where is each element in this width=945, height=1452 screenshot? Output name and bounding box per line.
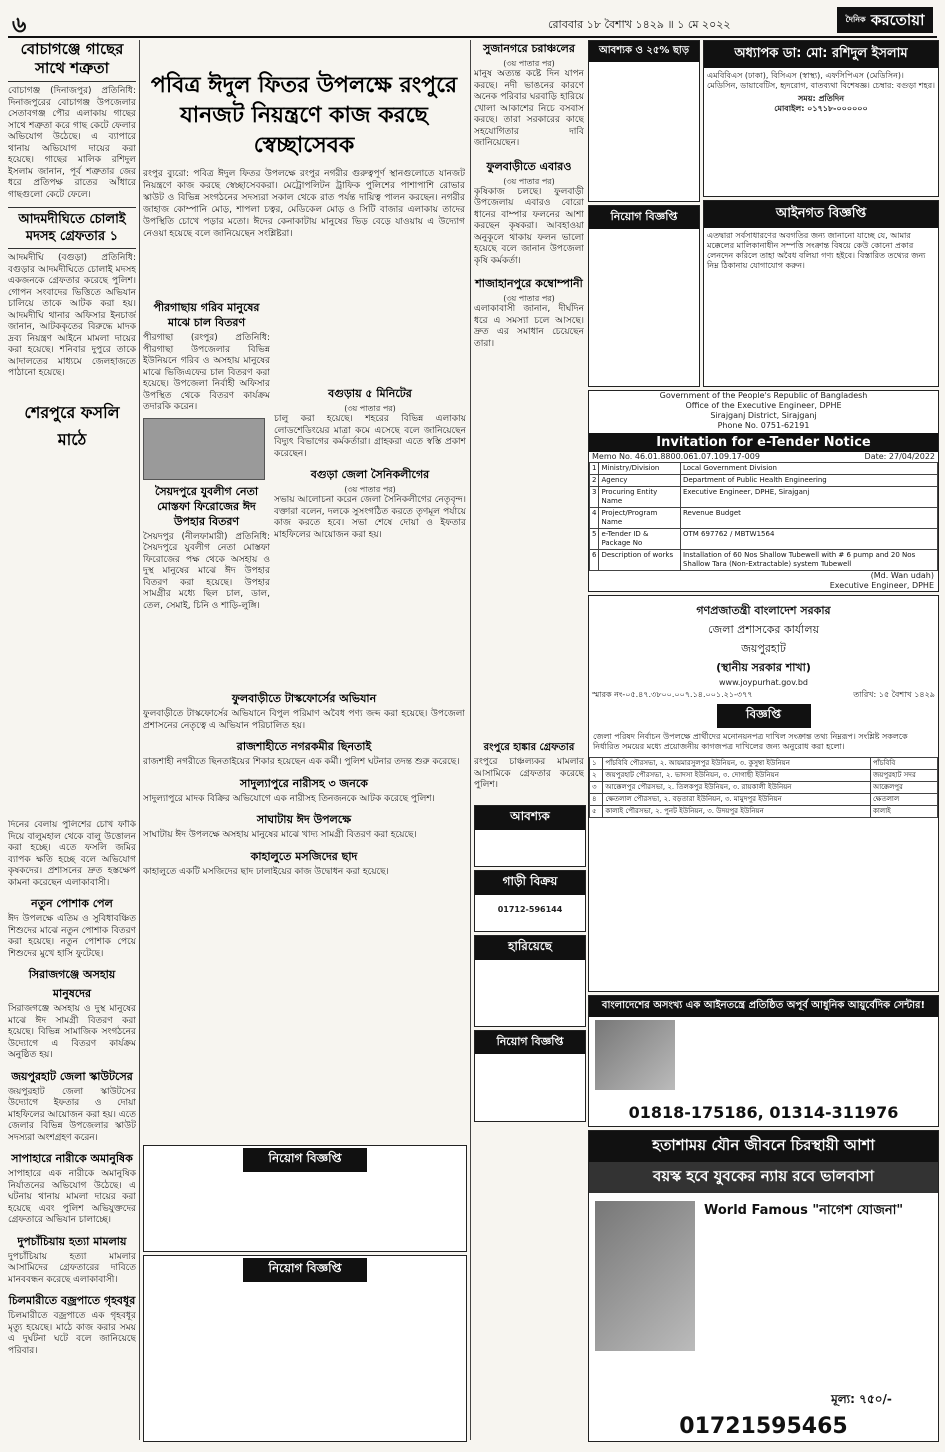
table-cell: OTM 697762 / MBTW1564 — [680, 529, 937, 550]
notice-place: জয়পুরহাট — [741, 642, 786, 655]
lead-headline: পবিত্র ঈদুল ফিতর উপলক্ষে রংপুরে যানজট নিয়ন্ত্রণে কাজ করছে স্বেচ্ছাসেবক — [150, 72, 458, 158]
notice-office: জেলা প্রশাসকের কার্যালয় — [707, 623, 820, 636]
table-cell: আক্কেলপুর — [870, 782, 937, 794]
table-cell: 4 — [590, 508, 599, 529]
column-divider — [139, 40, 140, 1440]
article-heading: বোচাগঞ্জে গাছের সাথে শত্রুতা — [8, 40, 136, 82]
ad-title: নিয়োগ বিজ্ঞপ্তি — [243, 1258, 367, 1282]
column-2 — [143, 300, 270, 680]
column-4 — [474, 40, 584, 800]
article-heading: সিরাজগঞ্জে অসহায় মানুষদের — [28, 968, 116, 1000]
legal-notice — [703, 200, 939, 387]
article-body: সাঘাটায় ঈদ উপলক্ষে অসহায় মানুষের মাঝে খাদ্য সামগ্রী বিতরণ করা হয়েছে। — [143, 830, 417, 840]
tender-date: Date: 27/04/2022 — [864, 452, 935, 461]
article-body: বোচাগঞ্জ (দিনাজপুর) প্রতিনিধি: দিনাজপুরের বোচাগঞ্জ উপজেলার সেতাবগঞ্জ পৌর এলাকায় গাছের সাথে শত্রুতা করে গাছ কেটে ফেলার অভিযোগ উঠেছে। এ ব্যাপারে থানায় অভিযোগ দায়ের করা হয়েছে। গাছের মালিক রশিদুল ইসলাম জানান, পূর্ব শত্রুতার জের ধরে প্রতিপক্ষ রাতের আঁধারে গাছগুলো কেটে ফেলে। — [8, 86, 136, 200]
doctor-ad — [703, 40, 939, 197]
gari-ad — [474, 870, 586, 932]
continued-label: (৩য় পাতার পর) — [344, 485, 396, 494]
table-cell: Agency — [599, 475, 681, 487]
ad-title: নিয়োগ বিজ্ঞপ্তি — [243, 1148, 367, 1172]
article-heading: নতুন পোশাক পেল — [31, 897, 113, 910]
recruitment-ad — [143, 1255, 467, 1442]
page-number: ৬ — [12, 12, 27, 38]
table-cell: ক্ষেতলাল — [870, 794, 937, 806]
table-cell: 3 — [590, 487, 599, 508]
table-cell: জয়পুরহাট সদর — [870, 770, 937, 782]
article-body: সৈয়দপুর (নীলফামারী) প্রতিনিধি: সৈয়দপুরে যুবলীগ নেতা মোস্তফা ফিরোজের পক্ষ থেকে অসহায় ও দুস্থ মানুষের মাঝে ঈদ উপহার বিতরণ করা হয়েছে। উপহার সামগ্রীর মধ্যে ছিল চাল, ডাল, তেল, সেমাই, চিনি ও শাড়ি-লুঙ্গি। — [143, 531, 270, 611]
continued-label: (৩য় পাতার পর) — [503, 176, 555, 186]
column-1-lower — [8, 820, 136, 1440]
notice-web: www.joypurhat.gov.bd — [718, 678, 809, 687]
ad-title: হতাশাময় যৌন জীবনে চিরস্থায়ী আশা — [589, 1131, 938, 1162]
article-body: চালু করা হয়েছে। শহরের বিভিন্ন এলাকায় লোডশেডিংয়ের মাত্রা কমে এসেছে বলে জানিয়েছেন বিদ্যুৎ বিভাগের কর্মকর্তারা। গ্রাহকরা এতে স্বস্তি প্রকাশ করেছেন। — [274, 414, 466, 459]
table-cell: Executive Engineer, DPHE, Sirajganj — [680, 487, 937, 508]
masthead-small: দৈনিক — [845, 15, 866, 24]
article-body: ঈদ উপলক্ষে এতিম ও সুবিধাবঞ্চিত শিশুদের মাঝে নতুন পোশাক বিতরণ করা হয়েছে। নতুন পোশাক পেয়ে শিশুদের মুখে হাসি ফুটেছে। — [8, 914, 136, 959]
ad-photo — [595, 1201, 695, 1351]
article-body: দুপচাঁচিয়ায় হত্যা মামলার আসামিদের গ্রেফতারের দাবিতে মানববন্ধন করেছে এলাকাবাসী। — [8, 1251, 136, 1285]
notice-title: বিজ্ঞপ্তি — [717, 704, 811, 728]
health-ad — [588, 1130, 939, 1442]
ad-price: মূল্য: ৭৫০/- — [831, 1392, 892, 1406]
article-heading: পীরগাছায় গরিব মানুষের মাঝে চাল বিতরণ — [153, 301, 260, 329]
notice-meta — [589, 688, 938, 702]
ad-title: আইনগত বিজ্ঞপ্তি — [704, 201, 938, 228]
table-cell: Local Government Division — [680, 463, 937, 475]
tender-office: Office of the Executive Engineer, DPHE — [685, 401, 842, 410]
ad-title: আবশ্যক — [475, 806, 585, 830]
tender-row — [590, 529, 938, 550]
table-cell: জয়পুরহাট পৌরসভা, ২. ভাদসা ইউনিয়ন, ৩. দোগাছী ইউনিয়ন — [603, 770, 871, 782]
table-cell: পাঁচবিবি — [870, 758, 937, 770]
article-body: সভায় আলোচনা করেন জেলা সৈনিকলীগের নেতৃবৃন্দ। বক্তারা বলেন, দলকে সুসংগঠিত করতে তৃণমূল পর্যায়ে কাজ করতে হবে। সভা শেষে দোয়া ও ইফতার মাহফিলের আয়োজন করা হয়। — [274, 495, 466, 540]
ad-phone: 01818-175186, 01314-311976 — [628, 1103, 899, 1122]
ad-title: হারিয়েছে — [475, 936, 585, 960]
page-header — [8, 6, 937, 38]
notice-row — [590, 806, 938, 818]
table-cell: আক্কেলপুর পৌরসভা, ২. তিলকপুর ইউনিয়ন, ৩. রায়কালী ইউনিয়ন — [603, 782, 871, 794]
ad-subtitle: বয়স্ক হবে যুবকের ন্যায় রবে ভালবাসা — [589, 1162, 938, 1193]
ad-photo — [595, 1020, 675, 1090]
ad-phone: মোবাইল: ০১৭১৮-০০০০০০ — [774, 104, 868, 113]
article-heading: শাজাহানপুরে কম্বোম্পানী — [475, 277, 583, 290]
stipend-ad — [588, 40, 700, 202]
tender-table — [589, 462, 938, 571]
table-cell: Description of works — [599, 550, 681, 571]
article-heading: জয়পুরহাট জেলা স্কাউটসের — [11, 1069, 133, 1083]
article-body: সিরাজগঞ্জে অসহায় ও দুস্থ মানুষের মাঝে ঈদ সামগ্রী বিতরণ করা হয়েছে। বিভিন্ন সামাজিক সংগঠনের উদ্যোগে এ বিতরণ কার্যক্রম অনুষ্ঠিত হয়। — [8, 1004, 136, 1060]
abashyak-ad — [474, 805, 586, 867]
article-body: আদমদীঘি (বগুড়া) প্রতিনিধি: বগুড়ার আদমদীঘিতে চোলাই মদসহ একজনকে গ্রেফতার করেছে পুলিশ। গোপন সংবাদের ভিত্তিতে অভিযান চালিয়ে তাকে আটক করা হয়। আদমদীঘি থানার অফিসার ইনচার্জ জানান, আটককৃতের বিরুদ্ধে মাদক দ্রব্য নিয়ন্ত্রণ আইনে মামলা দায়ের করা হয়েছে। শনিবার দুপুরে তাকে আদালতের মাধ্যমে জেলহাজতে পাঠানো হয়েছে। — [8, 253, 136, 378]
ad-title: নিয়োগ বিজ্ঞপ্তি — [475, 1031, 585, 1054]
article-body: ফুলবাড়ীতে টাস্কফোর্সের অভিযানে বিপুল পরিমাণ অবৈধ পণ্য জব্দ করা হয়েছে। উপজেলা প্রশাসনের নেতৃত্বে এ অভিযান পরিচালিত হয়। — [143, 709, 465, 731]
notice-table — [589, 757, 938, 818]
ad-title: বাংলাদেশের অসংখ্য এক আইনতন্ত্রে প্রতিষ্ঠিত অপূর্ব আধুনিক আয়ুর্বেদিক সেন্টার! — [589, 996, 938, 1017]
column-divider — [470, 40, 471, 1440]
table-cell: ১ — [590, 758, 603, 770]
table-cell: ক্ষেতলাল পৌরসভা, ২. বড়তারা ইউনিয়ন, ৩. মামুদপুর ইউনিয়ন — [603, 794, 871, 806]
header-date: রোববার ১৮ বৈশাখ ১৪২৯ ॥ ১ মে ২০২২ — [548, 18, 731, 31]
article-body: রাজশাহী নগরীতে ছিনতাইয়ের শিকার হয়েছেন এক কর্মী। পুলিশ ঘটনার তদন্ত শুরু করেছে। — [143, 757, 460, 767]
recruitment-ad — [143, 1145, 467, 1252]
article-body: কাহালুতে একটি মসজিদের ছাদ ঢালাইয়ের কাজ উদ্বোধন করা হয়েছে। — [143, 866, 389, 877]
notice-row — [590, 758, 938, 770]
masthead — [837, 7, 933, 33]
news-photo — [143, 418, 265, 480]
article-body: মানুষ অত্যন্ত কষ্টে দিন যাপন করছে। নদী ভাঙনের কারণে অনেক পরিবার ঘরবাড়ি হারিয়ে খোলা আকাশের নিচে বসবাস করছে। তারা সরকারের কাছে সহযোগিতার দাবি জানিয়েছেন। — [474, 69, 584, 148]
article-heading: ফুলবাড়ীতে টাস্কফোর্সের অভিযান — [231, 692, 377, 705]
article-body: কৃষিকাজ চলছে। ফুলবাড়ী উপজেলায় এবারও বোরো ধানের বাম্পার ফলনের আশা করছেন কৃষকরা। আবহাওয়া অনুকূলে থাকায় ফলন ভালো হয়েছে বলে জানান উপজেলা কৃষি কর্মকর্তা। — [474, 186, 584, 266]
lead-body: রংপুর ব্যুরো: পবিত্র ঈদুল ফিতর উপলক্ষে রংপুর নগরীর গুরুত্বপূর্ণ স্থানগুলোতে যানজট নিয়ন্ত্রণে কাজ করছে স্বেচ্ছাসেবকরা। মেট্রোপলিটন ট্রাফিক পুলিশের পাশাপাশি রোভার স্কাউট ও বিভিন্ন সংগঠনের সদস্যরা সকাল থেকে রাত পর্যন্ত দায়িত্ব পালন করছেন। নগরীর জাহাজ কোম্পানি মোড়, শাপলা চত্বর, মেডিকেল মোড় ও সিটি বাজার এলাকায় তাদের উপস্থিতি চোখে পড়ার মতো। ঈদের কেনাকাটায় মানুষের ভিড় বেড়ে যাওয়ায় এ উদ্যোগ নেওয়া হয়েছে বলে জানিয়েছেন সংশ্লিষ্টরা। — [143, 169, 465, 239]
tender-row — [590, 463, 938, 475]
tender-memo: Memo No. 46.01.8800.061.07.109.17-009 — [592, 452, 760, 461]
continued-label: (৩য় পাতার পর) — [503, 294, 555, 303]
article-heading: কাহালুতে মসজিদের ছাদ — [250, 849, 358, 863]
table-cell: Procuring Entity Name — [599, 487, 681, 508]
article-body: দিনের বেলায় পুলিশের চোখ ফাঁকি দিয়ে বালুমহাল থেকে বালু উত্তোলন করা হচ্ছে। এতে ফসলি জমির ব্যাপক ক্ষতি হচ্ছে বলে অভিযোগ কৃষকদের। প্রশাসনের দ্রুত হস্তক্ষেপ কামনা করেছেন এলাকাবাসী। — [8, 820, 136, 888]
ad-phone: 01721595465 — [679, 1414, 848, 1439]
table-cell: 2 — [590, 475, 599, 487]
tender-notice — [588, 390, 939, 592]
article-body: সাপাহারে এক নারীকে অমানুষিক নির্যাতনের অভিযোগ উঠেছে। এ ঘটনায় থানায় মামলা দায়ের করা হয়েছে এবং পুলিশ অভিযুক্তদের গ্রেফতারে অভিযান চালাচ্ছে। — [8, 1169, 136, 1225]
tender-row — [590, 508, 938, 529]
table-cell: কালাই — [870, 806, 937, 818]
article-body: চিলমারীতে বজ্রপাতে এক গৃহবধূর মৃত্যু হয়েছে। মাঠে কাজ করার সময় এ দুর্ঘটনা ঘটে বলে জানিয়েছে পরিবার। — [8, 1311, 136, 1356]
article-body: এলাকাবাসী জানান, দীর্ঘদিন ধরে এ সমস্যা চলে আসছে। দ্রুত এর সমাধান চেয়েছেন তারা। — [474, 304, 584, 349]
ad-title: আবশ্যক ও ২৫% ছাড় — [589, 41, 699, 62]
ad-title: গাড়ী বিক্রয় — [475, 871, 585, 895]
tender-gov: Government of the People's Republic of Bangladesh — [659, 391, 868, 400]
rangpur-story — [474, 740, 584, 800]
article-heading: রাজশাহীতে নগরকমীর ছিনতাই — [236, 740, 372, 753]
article-heading: চিলমারীতে বজ্রপাতে গৃহবধূর — [8, 1294, 136, 1307]
notice-memo: স্মারক নং-০৫.৪৭.৩৮০০.০০৭.১৪.০০১.২১-৩৭৭ — [592, 690, 753, 699]
masthead-title: করতোয়া — [870, 11, 925, 29]
recruitment-ad — [474, 1030, 586, 1122]
article-heading: সাপাহারে নারীকে অমানুষিক — [11, 1152, 133, 1165]
table-cell: Installation of 60 Nos Shallow Tubewell with # 6 pump and 20 Nos Shallow Tara (Non-Extractable) system Tubewell — [680, 550, 937, 571]
table-cell: e-Tender ID & Package No — [599, 529, 681, 550]
table-cell: Ministry/Division — [599, 463, 681, 475]
clinic-ad — [588, 995, 939, 1127]
ad-time: সময়: প্রতিদিন — [798, 94, 844, 103]
tender-signer: (Md. Wan udah) — [870, 571, 934, 580]
notice-row — [590, 770, 938, 782]
article-heading: সাঘাটায় ঈদ উপলক্ষে — [256, 813, 352, 826]
table-cell: 5 — [590, 529, 599, 550]
article-heading: বগুড়ায় ৫ মিনিটের — [328, 387, 412, 400]
tender-title: Invitation for e-Tender Notice — [589, 433, 938, 452]
ad-phone: 01712-596144 — [497, 905, 563, 914]
article-body: জয়পুরহাট জেলা স্কাউটসের উদ্যোগে ইফতার ও দোয়া মাহফিলের আয়োজন করা হয়। এতে জেলার বিভিন্ন উপজেলার স্কাউট সদস্যরা অংশগ্রহণ করেন। — [8, 1086, 136, 1143]
hariyeche-ad — [474, 935, 586, 1027]
article-heading: দুপচাঁচিয়ায় হত্যা মামলায় — [17, 1234, 127, 1248]
column-3 — [274, 385, 466, 685]
notice-row — [590, 782, 938, 794]
table-cell: পাঁচবিবি পৌরসভা, ২. আয়মারসুলপুর ইউনিয়ন, ৩. কুসুম্বা ইউনিয়ন — [603, 758, 871, 770]
notice-date: তারিখ: ১৫ বৈশাখ ১৪২৯ — [853, 690, 935, 699]
ad-title: অধ্যাপক ডা: মো: রশিদুল ইসলাম — [704, 41, 938, 68]
table-cell: 1 — [590, 463, 599, 475]
article-heading: সুজানগরে চরাঞ্চলের — [483, 42, 575, 55]
article-heading: ফুলবাড়ীতে এবারও — [486, 159, 572, 173]
article-body: পীরগাছা (রংপুর) প্রতিনিধি: পীরগাছা উপজেলার বিভিন্ন ইউনিয়নে গরিব ও অসহায় মানুষের মাঝে ভিজিএফের চাল বিতরণ করা হয়েছে। উপজেলা নির্বাহী অফিসার উপস্থিত থেকে বিতরণ কার্যক্রম তদারকি করেন। — [143, 333, 270, 412]
article-body: রংপুরে চাঞ্চল্যকর মামলার আসামিকে গ্রেফতার করেছে পুলিশ। — [474, 757, 584, 790]
article-heading: আদমদীঘিতে চোলাই মদসহ গ্রেফতার ১ — [8, 207, 136, 249]
ad-headline: World Famous "নাগেশ যোজনা" — [704, 1203, 904, 1218]
table-cell: Department of Public Health Engineering — [680, 475, 937, 487]
table-cell: Project/Program Name — [599, 508, 681, 529]
article-body: সাদুল্যাপুরে মাদক বিক্রির অভিযোগে এক নারীসহ তিনজনকে আটক করেছে পুলিশ। — [143, 793, 435, 804]
tender-row — [590, 550, 938, 571]
lower-stories — [143, 690, 465, 1140]
article-heading: শেরপুরে ফসলি মাঠে — [24, 402, 120, 449]
tender-row — [590, 475, 938, 487]
tender-district: Sirajganj District, Sirajganj — [710, 411, 817, 420]
recruitment-ad — [588, 205, 700, 387]
table-cell: ৩ — [590, 782, 603, 794]
tender-meta — [589, 452, 938, 462]
table-cell: কালাই পৌরসভা, ২. পুনট ইউনিয়ন, ৩. উদয়পুর ইউনিয়ন — [603, 806, 871, 818]
notice-body: জেলা পরিষদ নির্বাচন উপলক্ষে প্রার্থীদের মনোনয়নপত্র দাখিল সংক্রান্ত তথ্য নিম্নরূপ। সংশ্লিষ্ট সকলকে নির্ধারিত সময়ের মধ্যে প্রয়োজনীয় কাগজপত্র দাখিলের জন্য অনুরোধ করা হলো। — [593, 732, 908, 751]
table-cell: ৫ — [590, 806, 603, 818]
notice-gov: গণপ্রজাতন্ত্রী বাংলাদেশ সরকার — [696, 604, 831, 617]
article-heading: রংপুরে হাঙ্কার গ্রেফতার — [483, 742, 575, 753]
table-cell: Revenue Budget — [680, 508, 937, 529]
continued-label: (৩য় পাতার পর) — [344, 404, 396, 413]
ad-title: নিয়োগ বিজ্ঞপ্তি — [589, 206, 699, 229]
tender-phone: Phone No. 0751-62191 — [717, 421, 810, 430]
tender-row — [590, 487, 938, 508]
notice-row — [590, 794, 938, 806]
ad-body: এতদ্বারা সর্বসাধারণের অবগতির জন্য জানানো যাচ্ছে যে, আমার মক্কেলের মালিকানাধীন সম্পত্তি সংক্রান্ত বিষয়ে কেউ কোনো প্রকার লেনদেন করিলে তাহা অবৈধ বলিয়া গণ্য হইবে। বিস্তারিত তথ্যের জন্য নিম্ন ঠিকানায় যোগাযোগ করুন। — [707, 231, 926, 270]
table-cell: ৪ — [590, 794, 603, 806]
continued-label: (৩য় পাতার পর) — [503, 59, 555, 68]
joypurhat-notice — [588, 595, 939, 992]
article-heading: বগুড়া জেলা সৈনিকলীগের — [310, 468, 430, 481]
table-cell: 6 — [590, 550, 599, 571]
ad-body: এমবিবিএস (ঢাকা), বিসিএস (স্বাস্থ্য), এফসিপিএস (মেডিসিন)। মেডিসিন, ডায়াবেটিস, হৃদরোগ, বাতব্যথা বিশেষজ্ঞ। চেম্বার: বগুড়া শহর। — [707, 71, 935, 90]
article-heading: সাদুল্যাপুরে নারীসহ ৩ জনকে — [240, 776, 368, 790]
tender-signer-title: Executive Engineer, DPHE — [829, 581, 934, 590]
notice-branch: (স্থানীয় সরকার শাখা) — [716, 661, 811, 674]
article-heading: সৈয়দপুরে যুবলীগ নেতা মোস্তফা ফিরোজের ঈদ উপহার বিতরণ — [154, 484, 259, 528]
table-cell: ২ — [590, 770, 603, 782]
